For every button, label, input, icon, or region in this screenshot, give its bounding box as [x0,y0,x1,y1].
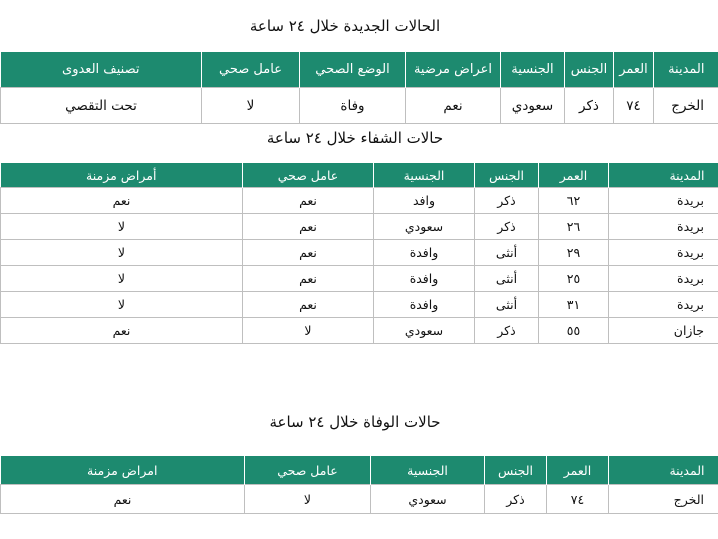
cell-gender: ذكر [485,485,547,514]
header-health-worker: عامل صحي [243,163,374,188]
cell-nationality: سعودي [374,318,475,344]
cell-health-worker: نعم [243,214,374,240]
cell-chronic-diseases: نعم [1,485,245,514]
table-row [1,266,718,292]
cell-health-worker: نعم [243,188,374,214]
cell-city: جازان [609,318,718,344]
cell-age: ٢٥ [539,266,609,292]
cell-gender: ذكر [475,188,539,214]
cell-chronic-diseases: نعم [1,188,243,214]
cell-chronic-diseases: نعم [1,318,243,344]
cell-age: ٢٩ [539,240,609,266]
table-row [1,240,718,266]
cell-chronic-diseases: لا [1,214,243,240]
cell-symptoms: نعم [406,88,501,124]
header-city: المدينة [609,456,718,485]
cell-nationality: وافدة [374,292,475,318]
cell-age: ٢٦ [539,214,609,240]
header-city: المدينة [609,163,718,188]
header-city: المدينة [654,52,718,88]
cell-age: ٧٤ [614,88,654,124]
cell-nationality: سعودي [501,88,565,124]
cell-infection-class: تحت التقصي [1,88,202,124]
cell-gender: ذكر [475,318,539,344]
header-chronic-diseases: أمراض مزمنة [1,163,243,188]
header-symptoms: اعراض مرضية [406,52,501,88]
cell-nationality: وافدة [374,266,475,292]
cell-nationality: سعودي [374,214,475,240]
table-row [1,88,718,124]
cell-health-worker: لا [245,485,371,514]
cell-age: ٣١ [539,292,609,318]
cell-age: ٦٢ [539,188,609,214]
header-health-worker: عامل صحي [245,456,371,485]
header-age: العمر [614,52,654,88]
table-header-row [1,52,718,88]
deaths-title: حالات الوفاة خلال ٢٤ ساعة [269,413,441,431]
header-gender: الجنس [485,456,547,485]
cell-city: بريدة [609,214,718,240]
cell-gender: أنثى [475,292,539,318]
header-health-status: الوضع الصحي [300,52,406,88]
header-chronic-diseases: امراض مزمنة [1,456,245,485]
cell-health-worker: نعم [243,266,374,292]
cell-chronic-diseases: لا [1,240,243,266]
table-header-row [1,163,718,188]
cell-chronic-diseases: لا [1,292,243,318]
cell-city: بريدة [609,266,718,292]
deaths-table [0,456,718,514]
header-health-worker: عامل صحي [202,52,300,88]
cell-age: ٥٥ [539,318,609,344]
cell-nationality: سعودي [371,485,485,514]
table-row [1,292,718,318]
header-nationality: الجنسية [501,52,565,88]
header-gender: الجنس [565,52,614,88]
cell-health-status: وفاة [300,88,406,124]
table-row [1,214,718,240]
header-age: العمر [547,456,609,485]
header-nationality: الجنسية [374,163,475,188]
cell-health-worker: لا [243,318,374,344]
table-header-row [1,456,718,485]
cell-city: بريدة [609,240,718,266]
cell-gender: ذكر [565,88,614,124]
cell-city: الخرج [654,88,718,124]
cell-city: بريدة [609,188,718,214]
table-row [1,188,718,214]
cell-city: الخرج [609,485,718,514]
cell-city: بريدة [609,292,718,318]
header-nationality: الجنسية [371,456,485,485]
cell-health-worker: نعم [243,240,374,266]
table-row [1,485,718,514]
cell-gender: أنثى [475,266,539,292]
cell-health-worker: لا [202,88,300,124]
new-cases-table [0,52,718,124]
header-age: العمر [539,163,609,188]
cell-chronic-diseases: لا [1,266,243,292]
table-row [1,318,718,344]
cell-gender: ذكر [475,214,539,240]
cell-gender: أنثى [475,240,539,266]
new-cases-title: الحالات الجديدة خلال ٢٤ ساعة [249,17,441,35]
header-infection-class: تصنيف العدوى [1,52,202,88]
recovered-table [0,163,718,344]
cell-nationality: وافد [374,188,475,214]
header-gender: الجنس [475,163,539,188]
cell-nationality: وافدة [374,240,475,266]
cell-age: ٧٤ [547,485,609,514]
recovered-title: حالات الشفاء خلال ٢٤ ساعة [266,129,444,147]
cell-health-worker: نعم [243,292,374,318]
